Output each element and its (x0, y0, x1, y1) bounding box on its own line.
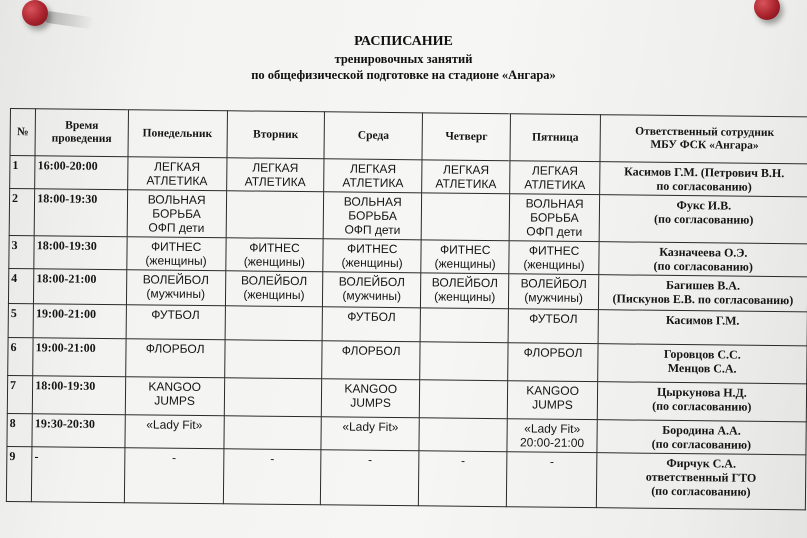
schedule-title: РАСПИСАНИЕ (354, 34, 453, 49)
activity-line: ОФП дети (344, 222, 401, 238)
activity-monday (127, 190, 226, 238)
col-header-thursday: Четверг (422, 113, 511, 161)
activity-monday (125, 377, 224, 416)
session-time: 18:00-19:30 (33, 376, 126, 415)
activity-line: ФУТБОЛ (347, 309, 396, 325)
activity-line: ВОЛЬНАЯ (525, 196, 584, 212)
activity-line: ОФП дети (526, 224, 583, 239)
session-time: 16:00-20:00 (35, 156, 128, 190)
activity-line: ЛЕГКАЯ (443, 162, 490, 178)
responsible-line: по согласованию) (656, 178, 752, 194)
table-row (9, 189, 807, 244)
session-time: 18:00-19:30 (34, 189, 127, 237)
activity-line: ЛЕГКАЯ (531, 163, 579, 178)
session-time: 18:00-21:00 (34, 269, 127, 305)
table-row (6, 446, 806, 509)
activity-line: «Lady Fit» (146, 417, 203, 433)
responsible-line: Касимов Г.М. (665, 312, 740, 328)
responsible-person (599, 242, 807, 277)
activity-line: KANGOO (526, 383, 580, 398)
activity-line: ЛЕГКАЯ (252, 160, 299, 176)
row-number: 8 (7, 413, 33, 446)
activity-line: ФИТНЕС (439, 242, 491, 258)
activity-wednesday (322, 379, 420, 418)
responsible-person (599, 162, 807, 197)
activity-wednesday (324, 159, 422, 193)
activity-friday (507, 452, 597, 508)
activity-line: ВОЛЕЙБОЛ (142, 272, 209, 288)
activity-line: ВОЛЕЙБОЛ (240, 273, 308, 289)
activity-line: АТЛЕТИКА (342, 175, 404, 191)
session-time: 19:00-21:00 (33, 338, 126, 377)
activity-monday (125, 339, 224, 378)
activity-thursday (421, 193, 510, 241)
col-header-time: Время проведения (35, 109, 128, 157)
schedule-table (6, 108, 807, 510)
activity-line: БОРЬБА (152, 206, 201, 222)
col-header-wednesday: Среда (324, 112, 422, 160)
activity-line: АТЛЕТИКА (435, 176, 497, 192)
activity-line: ВОЛЕЙБОЛ (520, 276, 587, 292)
activity-line: ФУТБОЛ (151, 307, 200, 322)
activity-line: ВОЛЕЙБОЛ (431, 275, 499, 291)
activity-tuesday (223, 416, 321, 450)
responsible-person (596, 453, 806, 510)
responsible-line: (по согласованию) (651, 436, 752, 452)
activity-line: - (460, 453, 466, 468)
row-number: 1 (10, 156, 36, 189)
activity-line: ФИТНЕС (150, 239, 202, 255)
activity-wednesday (323, 239, 421, 273)
col-header-friday: Пятница (510, 114, 600, 162)
activity-line: KANGOO (148, 379, 202, 395)
activity-line: - (270, 451, 275, 466)
schedule-subtitle-venue: по общефизической подготовке на стадионе «Ангара» (251, 68, 556, 82)
activity-line: АТЛЕТИКА (524, 177, 586, 193)
row-number: 6 (8, 337, 34, 375)
activity-monday (125, 415, 224, 449)
push-pin-left-icon (22, 0, 48, 26)
activity-friday (510, 194, 600, 242)
activity-line: ФУТБОЛ (529, 311, 578, 326)
schedule-subtitle: тренировочных занятий (334, 52, 473, 66)
activity-line: ФИТНЕС (346, 241, 398, 257)
activity-line: БОРЬБА (348, 208, 397, 224)
row-number: 4 (8, 268, 34, 303)
activity-friday (509, 274, 599, 310)
activity-line: АТЛЕТИКА (146, 173, 208, 189)
activity-line: ФИТНЕС (249, 240, 300, 256)
activity-line: (мужчины) (342, 288, 402, 304)
activity-line: (женщины) (434, 256, 496, 272)
activity-thursday (422, 160, 511, 194)
activity-line: ФЛОРБОЛ (341, 343, 401, 359)
activity-line: ФЛОРБОЛ (523, 345, 583, 361)
responsible-line: ответственный ГТО (645, 469, 757, 485)
activity-line: ЛЕГКАЯ (349, 161, 397, 177)
responsible-line: Менцов С.А. (667, 360, 737, 376)
activity-line: (женщины) (243, 254, 305, 270)
responsible-line: Цыркунова Н.Д. (656, 384, 747, 400)
activity-line: ОФП дети (148, 220, 205, 236)
responsible-person (597, 344, 807, 384)
activity-line: (женщины) (434, 289, 496, 305)
activity-line: АТЛЕТИКА (244, 174, 306, 190)
responsible-person (599, 195, 807, 244)
activity-wednesday (321, 417, 419, 451)
responsible-person (597, 382, 807, 422)
responsible-line: Горовцов С.С. (663, 346, 741, 362)
activity-thursday (421, 273, 510, 309)
activity-thursday (420, 342, 509, 381)
session-time: - (32, 447, 125, 503)
col-header-tuesday: Вторник (227, 111, 325, 159)
responsible-line: (по согласованию) (653, 258, 753, 274)
responsible-line: (по согласованию) (652, 398, 752, 414)
activity-line: - (171, 450, 177, 465)
responsible-line: (по согласованию) (651, 483, 751, 499)
activity-line: (женщины) (523, 257, 585, 273)
responsible-line: Фукс И.В. (676, 197, 732, 213)
activity-friday (508, 381, 598, 420)
activity-monday (126, 305, 225, 340)
activity-line: (мужчины) (146, 286, 206, 302)
activity-thursday (419, 380, 508, 419)
activity-friday (509, 241, 599, 275)
activity-line: ФИТНЕС (528, 243, 580, 258)
activity-tuesday (226, 158, 324, 192)
activity-tuesday (224, 378, 322, 417)
activity-thursday (421, 240, 510, 274)
activity-wednesday (322, 307, 420, 342)
activity-wednesday (323, 192, 421, 240)
responsible-person (598, 310, 807, 346)
responsible-line: Казначеева О.Э. (659, 244, 748, 260)
session-time: 19:00-21:00 (33, 304, 126, 339)
row-number: 9 (6, 446, 32, 501)
activity-line: 20:00-21:00 (519, 435, 585, 451)
activity-line: ВОЛЬНАЯ (343, 194, 402, 210)
activity-friday (508, 343, 598, 382)
session-time: 19:30-20:30 (32, 414, 125, 448)
responsible-line: (по согласованию) (654, 211, 754, 227)
responsible-person (598, 275, 807, 312)
activity-line: - (367, 452, 373, 467)
row-number: 7 (7, 375, 33, 413)
activity-line: БОРЬБА (530, 210, 579, 225)
activity-line: JUMPS (154, 393, 195, 408)
table-header-row (10, 109, 807, 164)
activity-line: «Lady Fit» (342, 419, 399, 435)
responsible-line: Багишев В.А. (666, 277, 741, 293)
activity-thursday (420, 308, 509, 343)
activity-thursday (418, 451, 507, 507)
activity-line: (мужчины) (524, 290, 583, 306)
responsible-line: Фирчук С.А. (666, 455, 737, 471)
col-header-monday: Понедельник (128, 110, 227, 158)
activity-tuesday (226, 191, 324, 239)
activity-line: ЛЕГКАЯ (153, 159, 201, 174)
row-number: 3 (9, 235, 35, 268)
activity-line: (женщины) (145, 253, 207, 269)
activity-line: ФЛОРБОЛ (145, 341, 205, 357)
activity-tuesday (225, 238, 323, 272)
responsible-line: Бородина А.А. (662, 422, 741, 438)
activity-line: JUMPS (532, 397, 573, 412)
col-header-responsible: Ответственный сотрудник МБУ ФСК «Ангара» (600, 115, 807, 164)
activity-line: KANGOO (344, 381, 398, 397)
row-number: 2 (9, 189, 35, 236)
session-time: 18:00-19:30 (34, 236, 127, 270)
row-number: 5 (8, 303, 34, 337)
activity-line: JUMPS (350, 395, 392, 411)
activity-tuesday (223, 449, 321, 505)
activity-line: - (549, 454, 554, 469)
activity-friday (510, 161, 600, 195)
col-header-num: № (10, 109, 36, 156)
activity-monday (127, 157, 226, 191)
activity-monday (124, 448, 223, 504)
activity-tuesday (225, 306, 323, 341)
activity-thursday (419, 418, 508, 452)
activity-wednesday (321, 450, 419, 506)
activity-line: (женщины) (243, 287, 305, 303)
activity-wednesday (323, 272, 421, 308)
activity-tuesday (224, 340, 322, 379)
activity-line: ВОЛЬНАЯ (147, 192, 206, 208)
activity-line: (женщины) (341, 255, 403, 271)
activity-line: ВОЛЕЙБОЛ (338, 274, 406, 290)
activity-monday (127, 237, 226, 271)
activity-friday (508, 309, 598, 344)
activity-line: «Lady Fit» (524, 421, 581, 436)
activity-monday (126, 270, 225, 306)
responsible-line: Касимов Г.М. (Петрович В.Н. (624, 164, 785, 181)
activity-tuesday (225, 271, 323, 307)
responsible-person (597, 420, 807, 455)
responsible-line: (Пискунов Е.В. по согласованию) (612, 291, 794, 308)
activity-friday (507, 419, 597, 453)
activity-wednesday (322, 341, 420, 380)
